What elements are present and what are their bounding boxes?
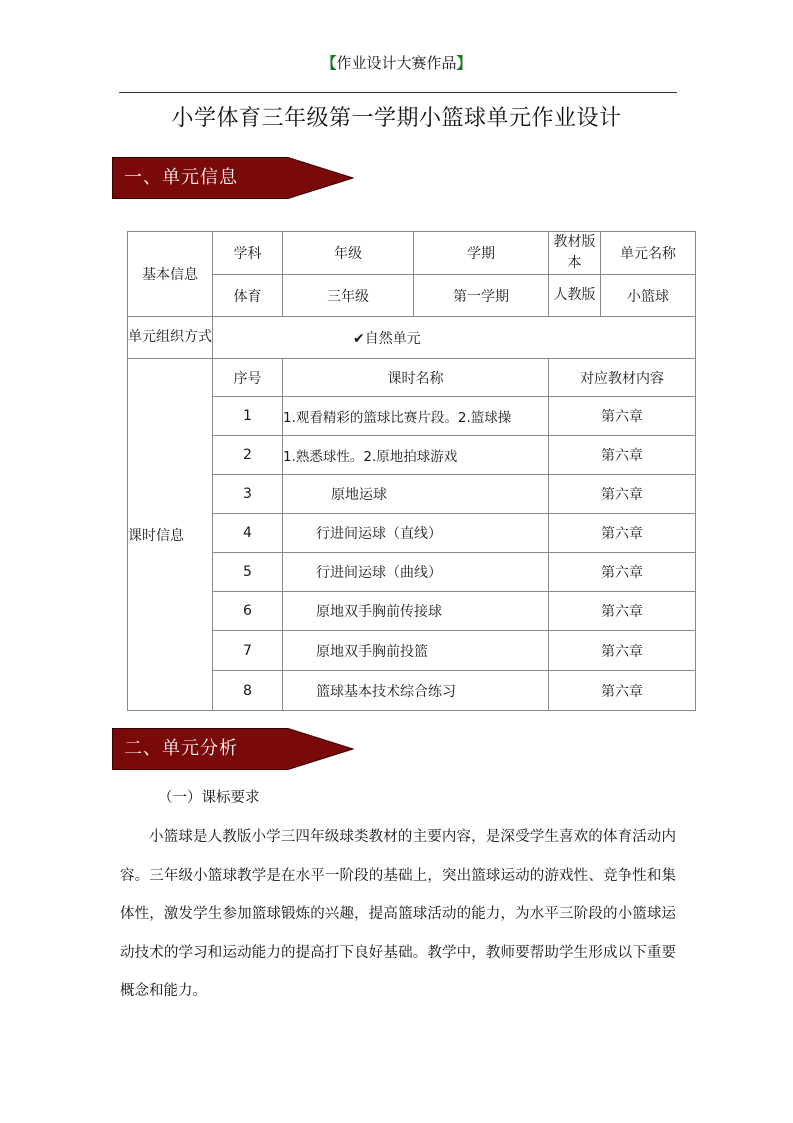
header-lesson-no: 序号 [213, 359, 283, 397]
lesson-no: 3 [213, 475, 283, 514]
header-semester: 学期 [414, 232, 549, 275]
lesson-row [128, 631, 696, 671]
section-banner-unit-info [112, 157, 354, 199]
lesson-name: 行进间运球（曲线） [283, 553, 549, 592]
basic-info-label: 基本信息 [128, 232, 213, 317]
analysis-paragraph: 小篮球是人教版小学三四年级球类教材的主要内容，是深受学生喜欢的体育活动内容。三年级小篮球教学是在水平一阶段的基础上，突出篮球运动的游戏性、竞争性和集体性，激发学生参加篮球锻炼的兴趣，提高篮球活动的能力，为水平三阶段的小篮球运动技术的学习和运动能力的提高打下良好基础。教学中，教师要帮助学生形成以下重要概念和能力。 [120, 829, 676, 999]
lesson-row [128, 397, 696, 436]
header-lesson-content: 对应教材内容 [549, 359, 696, 397]
lesson-name: 原地双手胸前投篮 [283, 631, 549, 671]
lesson-name: 篮球基本技术综合练习 [283, 671, 549, 711]
lesson-row [128, 592, 696, 631]
lesson-content: 第六章 [549, 553, 696, 592]
lesson-name: 1.熟悉球性。2.原地拍球游戏 [283, 436, 549, 475]
lesson-no: 2 [213, 436, 283, 475]
header-lesson-name: 课时名称 [283, 359, 549, 397]
organization-value: ✔自然单元 [213, 317, 696, 359]
lesson-info-label: 课时信息 [128, 359, 213, 711]
subheading-curriculum-requirements: （一）课标要求 [158, 790, 260, 806]
header-grade: 年级 [283, 232, 414, 275]
section-heading-unit-analysis: 二、单元分析 [124, 738, 238, 759]
lesson-name: 1.观看精彩的篮球比赛片段。2.篮球操 [283, 397, 549, 436]
lesson-no: 7 [213, 631, 283, 671]
lesson-row [128, 671, 696, 711]
lesson-no: 1 [213, 397, 283, 436]
lesson-no: 8 [213, 671, 283, 711]
section-heading-unit-info: 一、单元信息 [124, 167, 238, 188]
lesson-content: 第六章 [549, 631, 696, 671]
lesson-content: 第六章 [549, 592, 696, 631]
lesson-content: 第六章 [549, 514, 696, 553]
unit-info-table [127, 231, 696, 711]
tag-close-bracket: 】 [456, 54, 472, 72]
tag-open-bracket: 【 [321, 54, 337, 72]
lesson-no: 4 [213, 514, 283, 553]
value-semester: 第一学期 [414, 275, 549, 317]
lesson-content: 第六章 [549, 671, 696, 711]
header-unit-name: 单元名称 [601, 232, 696, 275]
value-unit-name: 小篮球 [601, 275, 696, 317]
header-textbook-version: 教材版本 [549, 232, 601, 275]
lesson-row [128, 514, 696, 553]
contest-tag-text: 作业设计大赛作品 [336, 54, 457, 72]
lesson-header-row [128, 359, 696, 397]
section-banner-unit-analysis [112, 728, 354, 770]
lesson-no: 5 [213, 553, 283, 592]
header-subject: 学科 [213, 232, 283, 275]
basic-info-value-row [128, 275, 696, 317]
lesson-content: 第六章 [549, 475, 696, 514]
value-subject: 体育 [213, 275, 283, 317]
lesson-no: 6 [213, 592, 283, 631]
contest-tag [0, 52, 793, 73]
organization-row [128, 317, 696, 359]
organization-label: 单元组织方式 [128, 317, 213, 359]
lesson-row [128, 475, 696, 514]
lesson-name: 原地运球 [283, 475, 549, 514]
value-grade: 三年级 [283, 275, 414, 317]
lesson-content: 第六章 [549, 397, 696, 436]
lesson-name: 行进间运球（直线） [283, 514, 549, 553]
lesson-content: 第六章 [549, 436, 696, 475]
value-textbook-version: 人教版 [549, 275, 601, 317]
lesson-row [128, 553, 696, 592]
basic-info-header-row [128, 232, 696, 275]
lesson-row [128, 436, 696, 475]
lesson-name: 原地双手胸前传接球 [283, 592, 549, 631]
header-divider [119, 92, 677, 93]
document-title: 小学体育三年级第一学期小篮球单元作业设计 [171, 106, 622, 131]
